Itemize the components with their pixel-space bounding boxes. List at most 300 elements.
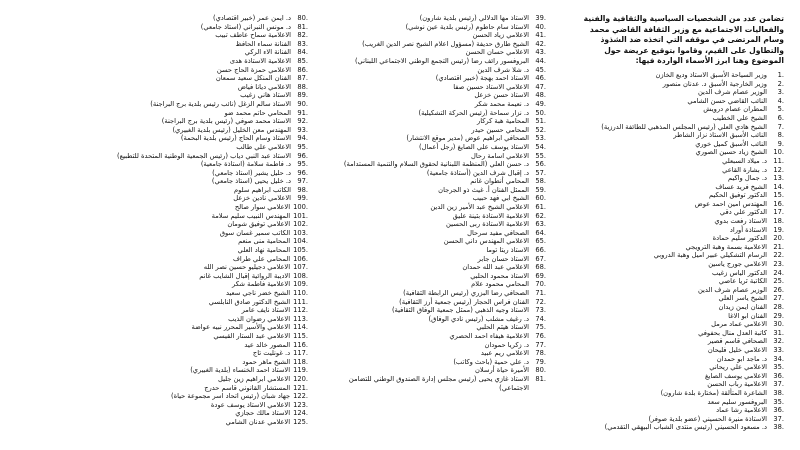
entry-number: 83. [297,39,308,48]
entry-name: الاستاذ حسان جابر [477,254,529,263]
entry-name: الاستاذ حسن خزعل [474,91,529,100]
entry-number: 52. [535,125,546,134]
signatory-entry [578,346,784,355]
signatory-entry [322,298,546,307]
signatory-entry [322,229,546,238]
column-left [86,14,308,427]
entry-number: 56. [535,160,546,169]
entry-number: 3. [777,88,784,97]
entry-number: 123. [293,400,308,409]
entry-name: د. فاطمة سلامة (استاذة جامعية) [200,160,291,169]
entry-name: البروفسور سليم سعد [707,397,767,406]
entry-number: 81. [297,22,308,31]
entry-number: 17. [773,208,784,217]
signatory-entry [86,194,308,203]
entry-name: الاعلامي نادين خزعل [233,194,291,203]
signatory-entry [578,260,784,269]
entry-name: الاستاذ سالم الزغل (نائب رئيس بلدية برج البراجنة) [150,99,291,108]
signatory-list-3 [86,14,308,427]
entry-name: الاعلامي ريم عبيد [480,349,529,358]
signatory-entry [322,306,546,315]
entry-number: 113. [293,314,308,323]
entry-number: 54. [535,142,546,151]
signatory-entry [86,358,308,367]
entry-name: د. رغيف مشلب (رئيس نادي الوفاق) [428,314,529,323]
entry-name: جهاد شبان (رئيس اتحاد اسر مجموعة حياة) [171,392,291,401]
entry-number: 32. [773,337,784,346]
entry-name: الصحافي مفيد سرحال [467,228,529,237]
entry-name: الاديبة الروائية إقبال الشايب غانم [199,271,291,280]
signatory-list-1 [578,71,784,432]
entry-number: 122. [293,392,308,401]
entry-number: 19. [773,225,784,234]
signatory-entry [322,74,546,83]
signatory-entry [322,255,546,264]
entry-number: 42. [535,39,546,48]
entry-number: 93. [297,125,308,134]
entry-number: 107. [293,263,308,272]
signatory-entry [578,320,784,329]
entry-name: الشيخ ابي فهد حبيب [472,194,529,203]
signatory-entry [322,289,546,298]
signatory-entry [86,66,308,75]
entry-number: 67. [535,254,546,263]
entry-name: الدكتور توفيق الحكيم [708,191,767,200]
entry-name: الاعلامية رباب الحسن [707,380,767,389]
entry-name: الدكتور الياس زغيب [712,268,767,277]
entry-name: الفنان ايمن زيدان [718,303,767,311]
signatory-entry [578,208,784,217]
signatory-entry [578,406,784,415]
entry-name: الاعلامية بسمة وهبة الترويجي [685,242,767,251]
entry-name: الشيخ علي الخطيب [712,113,767,122]
entry-name: الاعلامي علي طالب [236,142,291,151]
entry-name: د. غونليت تاج [252,349,291,358]
signatory-entry [578,337,784,346]
signatory-entry [322,203,546,212]
signatory-entry [86,186,308,195]
entry-number: 78. [535,349,546,358]
signatory-entry [322,349,546,358]
signatory-entry [322,83,546,92]
entry-name: الاعلامية هيفاء احمد الحصري [449,331,529,340]
entry-name: الاستاذ هاني زغيب [240,91,291,100]
signatory-entry [86,100,308,109]
entry-name: الشيخ زياد حسين الصوري [695,148,767,157]
signatory-entry [322,14,546,23]
signatory-entry [578,363,784,372]
signatory-entry [86,246,308,255]
entry-name: الاستاذ وسام الحاج (رئيس بلدية البحمة) [180,134,291,143]
entry-number: 55. [535,151,546,160]
signatory-entry [578,157,784,166]
signatory-entry [86,298,308,307]
entry-number: 119. [293,366,308,375]
signatory-entry [86,229,308,238]
entry-name: الاعلامي توفيق شومان [227,220,291,229]
entry-number: 88. [297,82,308,91]
signatory-entry [86,237,308,246]
entry-name: الاستاذ احمد بهجة (خبير اقتصادي) [435,74,529,83]
entry-number: 51. [535,117,546,126]
entry-number: 124. [293,409,308,418]
entry-name: الاستاذ سام حاطوم (رئيس بلدية عين نوشي) [405,22,529,31]
signatory-entry [578,131,784,140]
entry-number: 48. [535,91,546,100]
entry-name: الشيخ فريد عساف [715,182,767,191]
signatory-entry [322,272,546,281]
entry-number: 79. [535,357,546,366]
entry-number: 22. [773,251,784,260]
entry-number: 105. [293,246,308,255]
entry-name: الاعلامية الاستاذة هدى [229,56,291,65]
entry-name: المهندس امين احمد عوض [694,199,767,208]
entry-name: الاعلامي جورج ياسين [708,260,767,269]
entry-name: الشاعرة المتألقة (مختارة بلدة شارون) [660,388,767,397]
entry-number: 85. [297,56,308,65]
signatory-entry [322,109,546,118]
entry-number: 38. [773,423,784,432]
entry-name: الصحافي ابراهيم عوض (مدير موقع الانتشار) [406,134,529,143]
entry-number: 2. [777,79,784,88]
signatory-entry [86,40,308,49]
entry-name: الصحافي قاسم قصير [707,337,767,346]
entry-number: 109. [293,280,308,289]
signatory-entry [86,366,308,375]
entry-name: المهندس النبيب سليم سلامة [211,211,291,220]
signatory-entry [86,14,308,23]
signatory-entry [578,166,784,175]
entry-name: الاعلامي عماد مرمل [711,320,767,329]
entry-name: د. شلا شرف الدين [477,65,529,74]
entry-name: النائب الأسبق كميل خوري [695,139,767,148]
entry-number: 70. [535,280,546,289]
entry-name: المحامي حسين حيدر [471,125,529,134]
entry-name: الاعلامي سوار صالح [234,203,291,212]
entry-number: 57. [535,168,546,177]
entry-name: المحامي علي طراف [233,254,291,263]
entry-number: 111. [293,297,308,306]
entry-name: الاعلامي عدنان الشامي [225,417,291,426]
signatory-entry [86,289,308,298]
entry-name: الشيخ خضر ناجي سعيد [225,289,291,297]
entry-number: 60. [535,194,546,203]
signatory-entry [86,48,308,57]
signatory-entry [578,303,784,312]
entry-name: الممثل الفنان أ. غيث ذو الجرجان [438,185,529,194]
entry-name: الشيخ طارق حديفة (مسؤول اعلام الشيخ نصر الدين الغريب) [362,39,529,48]
entry-number: 97. [297,177,308,186]
signatory-entry [86,332,308,341]
entry-number: 80. [535,366,546,375]
entry-number: 33. [773,345,784,354]
entry-number: 39. [535,14,546,22]
entry-name: د. بشارة القاعي [722,165,767,174]
entry-number: 103. [293,228,308,237]
entry-number: 41. [535,31,546,40]
signatory-entry [86,212,308,221]
entry-number: 8. [777,131,784,140]
entry-number: 1. [777,70,784,79]
entry-name: الاستاذ احمد الخنساء (بلدية الغبيري) [190,366,291,375]
signatory-entry [578,423,784,432]
entry-name: الشيخ الدكتور صادق النابلسي [208,297,291,306]
entry-name: الكاتب سمير غسان سوق [219,228,291,237]
entry-name: المهندس معن الخليل (رئيس بلدية الغبيري) [172,125,291,134]
entry-name: د. ايمن عمر (خبير اقتصادي) [212,14,291,22]
entry-name: الاعلامي الاستاذ حسين صفا [453,82,529,91]
entry-number: 64. [535,228,546,237]
entry-number: 30. [773,320,784,329]
signatory-entry [86,117,308,126]
entry-name: المطران عصام درويش [703,105,767,114]
entry-name: الوزير عصام شرف الدين [697,88,767,97]
entry-name: الدكتور سليم حمادة [712,234,767,243]
entry-number: 101. [293,211,308,220]
entry-number: 24. [773,268,784,277]
entry-number: 44. [535,56,546,65]
entry-name: الأميرة حياة أرسلان [474,366,529,375]
signatory-entry [86,349,308,358]
signatory-entry [578,183,784,192]
signatory-entry [578,140,784,149]
signatory-entry [86,263,308,272]
entry-name: الاستاذ وجيه الذهبي (ممثل جمعية الوفاق الثقافية) [391,306,529,315]
entry-number: 74. [535,314,546,323]
entry-name: الاعلامي عبد الله حمدان [462,263,529,272]
entry-number: 38. [773,388,784,397]
entry-name: وزير السياحة الأسبق الاستاذ وديع الخازن [655,70,767,79]
entry-number: 66. [535,246,546,255]
entry-name: الاعلامي خليل فليحان [707,345,767,354]
entry-number: 99. [297,194,308,203]
entry-name: الفنان المنكل سعيد سمعان [215,74,291,83]
entry-number: 114. [293,323,308,332]
signatory-entry [578,243,784,252]
entry-name: الشيخ هادي العلي (رئيس المجلس المذهبي للطائفة الدرزية) [601,122,767,131]
entry-name: الاعلامي رضوان الذيب [228,314,291,323]
signatory-entry [322,237,546,246]
entry-name: الاستاذة منيرة الحسيني (عضو بلدية صوفر) [648,414,767,423]
entry-number: 120. [293,374,308,383]
signatory-entry [322,332,546,341]
signatory-entry [322,246,546,255]
entry-number: 86. [297,65,308,74]
entry-number: 116. [293,340,308,349]
entry-name: د. ماجد ابو حمدان [716,354,767,363]
signatory-entry [322,100,546,109]
entry-name: الفنانة الاء الركي [244,48,291,57]
entry-number: 91. [297,108,308,117]
entry-name: المحامية نهاد العلي [237,246,291,255]
entry-name: الاستاذ عبد النبي دياب (رئيس الجمعية الوطنية المتحدة للتطبيع) [116,151,291,160]
entry-number: 37. [773,414,784,423]
entry-name: الكاتب ابراهيم سلوم [234,185,291,194]
entry-name: الاستاذ ريتا توما [486,246,529,255]
entry-name: الاعلامي حمزة الحاج حسن [216,65,291,74]
entry-name: الاعلامي ابراهيم زين جليل [218,374,291,383]
entry-name: الاعلامي ديانا فياض [237,82,291,91]
entry-name: د. إقبال شرف الدين (أستاذة جامعية) [426,168,529,177]
entry-name: المحامي أنطوان غانم [470,177,529,186]
entry-number: 7. [777,122,784,131]
entry-number: 37. [773,380,784,389]
signatory-entry [86,401,308,410]
signatory-entry [322,280,546,289]
signatory-entry [322,375,546,392]
entry-name: الاعلامية رشا عماد [716,406,767,415]
signatory-entry [322,152,546,161]
entry-number: 75. [535,323,546,332]
entry-number: 27. [773,294,784,303]
entry-number: 61. [535,203,546,212]
signatory-entry [86,418,308,427]
signatory-entry [86,74,308,83]
signatory-entry [86,220,308,229]
entry-number: 15. [773,191,784,200]
entry-number: 121. [293,383,308,392]
entry-name: د. حليل يشير (استاذ جامعي) [212,168,291,177]
entry-number: 46. [535,74,546,83]
entry-number: 12. [773,165,784,174]
signatory-entry [322,160,546,169]
signatory-entry [86,203,308,212]
signatory-entry [322,23,546,32]
signatory-entry [578,217,784,226]
entry-name: المستشار القانوني قاسم حدرج [204,383,291,392]
entry-name: الكاتبة ثريا عاصي [718,277,767,286]
signatory-entry [86,160,308,169]
entry-name: الاعلامية سماح عاطف تبيب [215,31,291,40]
signatory-entry [578,286,784,295]
entry-name: الشيخ ياسر العلي [718,294,767,303]
entry-number: 62. [535,211,546,220]
entry-number: 110. [293,289,308,297]
signatory-entry [322,169,546,178]
signatory-entry [578,226,784,235]
entry-number: 100. [293,203,308,212]
entry-number: 76. [535,331,546,340]
entry-name: الاستاذ رفعت بدوي [714,217,767,226]
signatory-entry [86,323,308,332]
entry-name: د. علي حمية (باحث وكاتب) [453,357,529,366]
entry-number: 87. [297,74,308,83]
entry-number: 125. [293,417,308,426]
entry-name: د. نزار سماحة (رئيس الحركة التشكيلية) [418,108,529,117]
entry-name: الاعلامي يوسف الصايغ [704,371,767,380]
entry-number: 26. [773,285,784,294]
signatory-entry [578,148,784,157]
signatory-entry [86,91,308,100]
entry-name: النائب القاضي حسن الشامي [687,96,767,105]
entry-number: 47. [535,82,546,91]
entry-name: الوزير عصام شرف الدين [697,285,767,294]
signatory-entry [322,323,546,332]
entry-number: 10. [773,148,784,157]
entry-number: 53. [535,134,546,143]
entry-number: 36. [773,406,784,415]
entry-number: 59. [535,185,546,194]
entry-name: الاعلامي علي ريحاني [709,363,767,372]
signatory-entry [86,169,308,178]
entry-number: 95. [297,142,308,151]
entry-name: الشيخ ماهر حمود [242,357,291,366]
entry-number: 9. [777,139,784,148]
signatory-entry [322,91,546,100]
signatory-entry [86,306,308,315]
column-middle [322,14,546,392]
entry-name: د. خليل يحيى (استاذ جامعي) [211,177,291,186]
signatory-entry [86,341,308,350]
entry-number: 16. [773,199,784,208]
signatory-entry [322,40,546,49]
entry-name: د. نعيمة محمد شكر [474,99,529,108]
entry-name: الفنانة سماء الحافظ [235,39,291,48]
signatory-entry [86,31,308,40]
entry-number: 82. [297,31,308,40]
entry-name: د. مسعود الحسيني (رئيس منتدى الشباب البيهقي التقدمي) [604,423,767,432]
signatory-entry [322,57,546,66]
signatory-entry [578,114,784,123]
entry-name: الاستاذ هيثم الحلبي [476,323,529,332]
entry-number: 13. [773,174,784,183]
signatory-entry [86,280,308,289]
signatory-entry [86,152,308,161]
entry-number: 29. [773,311,784,320]
entry-name: الاستاذ مها الدلالي (رئيس بلدية شارون) [419,14,529,22]
entry-number: 35. [773,363,784,372]
signatory-entry [322,117,546,126]
entry-name: د. زكريا حمودان [484,340,529,349]
entry-name: الصحافي رضا البزري (رئيس الرابطة الثقافية) [403,289,529,297]
signatory-entry [86,409,308,418]
entry-number: 77. [535,340,546,349]
entry-name: د. مونس النبراني (استاذ جامعي) [200,22,291,31]
signatory-entry [578,372,784,381]
entry-number: 95. [297,160,308,169]
signatory-entry [322,143,546,152]
signatory-entry [322,66,546,75]
signatory-entry [578,71,784,80]
entry-number: 11. [773,156,784,165]
signatory-entry [578,200,784,209]
entry-number: 80. [297,14,308,22]
intro-paragraph: تضامن عدد من الشخصيات السياسية والثقافية والفنية والفعاليات الاجتماعية مع وزير الثقافة القاضي محمد وسام المرتضى في موقفه التي اتخذه ضد الشذوذ والتطاول على القيم، وقاموا بتوقيع عريضة حول الموضوع وهنا ابرز الأسماء الواردة فيها: [583,14,784,66]
entry-number: 73. [535,306,546,315]
entry-number: 6. [777,113,784,122]
signatory-list-2 [322,14,546,392]
entry-number: 68. [535,263,546,272]
entry-number: 36. [773,371,784,380]
signatory-entry [322,177,546,186]
signatory-entry [578,294,784,303]
signatory-entry [86,375,308,384]
entry-number: 89. [297,91,308,100]
column-right [578,14,784,432]
entry-number: 106. [293,254,308,263]
signatory-entry [86,272,308,281]
entry-name: المحامية منى منعم [238,237,291,246]
signatory-entry [578,277,784,286]
entry-name: كاتبة العدل منال بحفوفي [698,328,767,337]
entry-number: 94. [297,134,308,143]
entry-number: 115. [293,331,308,340]
entry-number: 45. [535,65,546,74]
signatory-entry [322,366,546,375]
entry-name: المحامية هبة كركار [476,117,529,126]
entry-name: الاعلامي والأسير المحرر نبيه عواضة [191,323,291,332]
entry-name: الاستاذ يوسف علي الصايغ (رجل أعمال) [419,142,529,151]
